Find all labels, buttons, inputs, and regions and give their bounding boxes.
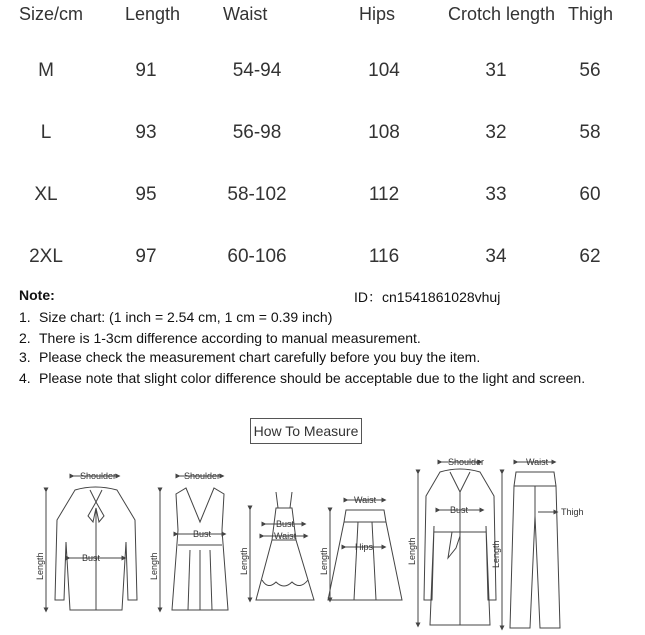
note-number: 4.	[19, 370, 31, 386]
table-cell: M	[38, 60, 54, 81]
note-item	[19, 330, 421, 346]
note-text: There is 1-3cm difference according to manual measurement.	[39, 330, 421, 346]
v-neck-dress-figure	[160, 476, 228, 610]
table-cell: 112	[368, 184, 400, 205]
label-shoulder: Shoulder	[184, 471, 221, 481]
label-length: Length	[319, 547, 329, 575]
label-bust: Bust	[276, 519, 295, 529]
table-cell: 60-106	[227, 246, 287, 267]
pants-figure	[502, 462, 560, 628]
note-number: 1.	[19, 309, 31, 325]
table-cell: 54-94	[232, 60, 282, 81]
cami-dress-figure	[250, 492, 314, 600]
header-size: Size/cm	[19, 4, 84, 24]
product-id: ID：cn1541861028vhuj	[354, 289, 501, 305]
table-cell: 97	[135, 246, 157, 267]
note-item	[19, 309, 332, 325]
table-cell: 58-102	[227, 184, 287, 205]
label-length: Length	[239, 547, 249, 575]
label-waist: Waist	[354, 495, 377, 505]
label-length: Length	[149, 552, 159, 580]
header-length: Length	[125, 4, 181, 24]
trench-coat-figure	[418, 462, 496, 625]
table-cell: 108	[368, 122, 400, 143]
table-cell: 58	[579, 122, 601, 143]
table-cell: 91	[135, 60, 157, 81]
header-thigh: Thigh	[568, 4, 614, 24]
table-cell: 56-98	[232, 122, 282, 143]
table-cell: 33	[485, 184, 507, 205]
table-cell: 60	[579, 184, 601, 205]
table-cell: 32	[485, 122, 507, 143]
note-text: Size chart: (1 inch = 2.54 cm, 1 cm = 0.39 inch)	[39, 309, 333, 325]
label-length: Length	[407, 537, 417, 565]
label-length: Length	[491, 540, 501, 568]
header-hips: Hips	[359, 4, 396, 24]
table-cell: 2XL	[29, 246, 63, 267]
note-item	[19, 370, 585, 386]
note-text: Please note that slight color difference should be acceptable due to the light and screen.	[39, 370, 586, 386]
label-waist: Waist	[526, 457, 549, 467]
note-number: 3.	[19, 349, 31, 365]
note-item	[19, 349, 480, 365]
header-waist: Waist	[223, 4, 268, 24]
table-cell: 34	[485, 246, 507, 267]
label-shoulder: Shoulder	[80, 471, 117, 481]
table-cell: XL	[34, 184, 58, 205]
blouse-figure	[46, 476, 137, 610]
label-thigh: Thigh	[561, 507, 584, 517]
table-cell: 62	[579, 246, 601, 267]
table-cell: 104	[368, 60, 400, 81]
label-bust: Bust	[193, 529, 212, 539]
table-cell: 56	[579, 60, 601, 81]
note-title: Note:	[19, 287, 55, 303]
note-number: 2.	[19, 330, 31, 346]
table-cell: L	[40, 122, 52, 143]
note-text: Please check the measurement chart carefully before you buy the item.	[39, 349, 481, 365]
label-hips: Hips	[355, 542, 374, 552]
how-to-measure-title: How To Measure	[250, 418, 362, 444]
measurement-illustrations	[0, 450, 645, 635]
label-bust: Bust	[450, 505, 469, 515]
table-cell: 31	[485, 60, 507, 81]
label-length: Length	[35, 552, 45, 580]
label-waist: Waist	[274, 531, 297, 541]
label-bust: Bust	[82, 553, 101, 563]
table-cell: 116	[368, 246, 400, 267]
header-crotch-length: Crotch length	[448, 4, 556, 24]
table-cell: 93	[135, 122, 157, 143]
label-shoulder: Shoulder	[448, 457, 485, 467]
table-cell: 95	[135, 184, 157, 205]
